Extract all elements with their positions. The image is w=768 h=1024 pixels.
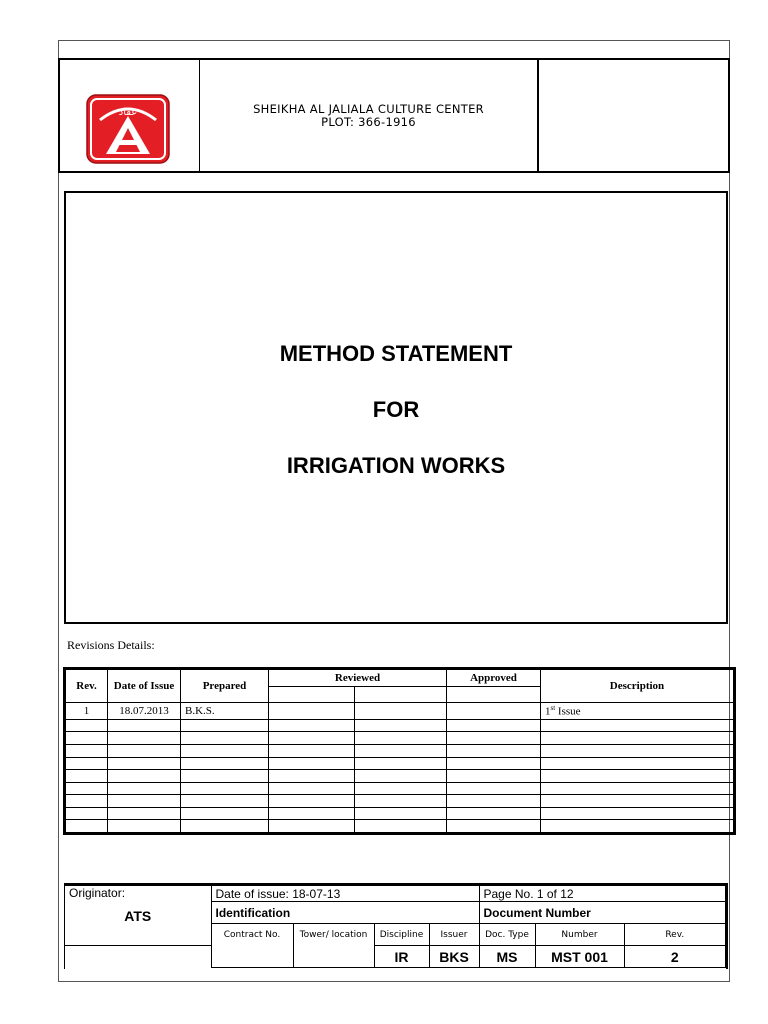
revisions-table: [63, 667, 736, 835]
identification-label: Identification: [211, 902, 479, 924]
col-rev: Rev.: [66, 670, 108, 703]
originator-cell: [65, 886, 211, 946]
table-row: [66, 703, 734, 720]
project-name: SHEIKHA AL JALIALA CULTURE CENTER: [253, 101, 484, 116]
title-line-3: IRRIGATION WORKS: [286, 453, 506, 478]
plot-number: PLOT: 366-1916: [321, 114, 416, 129]
company-logo: [86, 94, 170, 164]
rev-label: Rev.: [624, 924, 726, 946]
title-line-2: FOR: [372, 397, 420, 422]
doc-type-label: Doc. Type: [479, 924, 535, 946]
table-row: [66, 770, 734, 783]
col-description: Description: [541, 670, 734, 703]
table-row: [66, 719, 734, 732]
row-date: 18.07.2013: [108, 703, 181, 720]
document-header: [58, 58, 730, 173]
contract-no-label: Contract No.: [211, 924, 293, 968]
tower-location-label: Tower/ location: [293, 924, 374, 968]
col-prepared: Prepared: [181, 670, 269, 703]
table-row: [66, 732, 734, 745]
issuer-label: Issuer: [429, 924, 479, 946]
header-blank-cell: [539, 60, 728, 171]
row-rev: 1: [66, 703, 108, 720]
table-row: [66, 807, 734, 820]
col-approved: Approved: [447, 670, 541, 687]
date-of-issue: Date of issue: 18-07-13: [211, 886, 479, 902]
document-footer: [64, 883, 728, 969]
number-label: Number: [535, 924, 624, 946]
logo-arabic-text: عقاد: [118, 107, 138, 118]
logo-cell: [60, 60, 200, 171]
title-line-1: METHOD STATEMENT: [279, 341, 513, 366]
row-description-sup: st: [550, 704, 556, 713]
issuer-value: BKS: [429, 946, 479, 968]
table-row: [66, 820, 734, 833]
table-row: [66, 782, 734, 795]
originator-label: Originator:: [69, 886, 126, 900]
title-box: [64, 191, 728, 624]
col-reviewed: Reviewed: [269, 670, 447, 687]
table-row: [66, 795, 734, 808]
project-info: [200, 60, 539, 171]
row-description: [541, 703, 734, 720]
discipline-label: Discipline: [374, 924, 429, 946]
table-row: [66, 757, 734, 770]
document-number-label: Document Number: [479, 902, 726, 924]
table-row: [66, 744, 734, 757]
revisions-caption: Revisions Details:: [67, 638, 155, 652]
col-date: Date of Issue: [108, 670, 181, 703]
row-prepared: B.K.S.: [181, 703, 269, 720]
page-number: Page No. 1 of 12: [479, 886, 726, 902]
discipline-value: IR: [374, 946, 429, 968]
doc-type-value: MS: [479, 946, 535, 968]
number-value: MST 001: [535, 946, 624, 968]
rev-value: 2: [624, 946, 726, 968]
originator-value: ATS: [124, 908, 152, 924]
row-description-text: Issue: [555, 705, 581, 718]
row-description-num: 1: [545, 705, 551, 718]
